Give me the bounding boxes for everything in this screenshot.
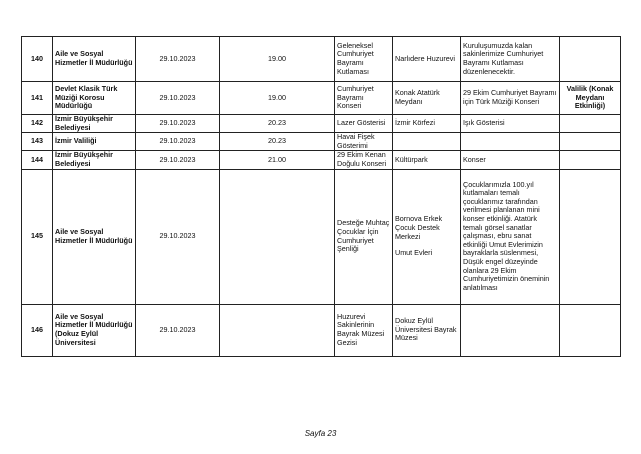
date-cell: 29.10.2023 [136,169,220,304]
table-row [22,133,621,151]
time-cell [220,304,335,356]
date-cell: 29.10.2023 [136,304,220,356]
description-cell [461,304,560,356]
table-row [22,169,621,304]
description-cell: Çocuklarımızla 100.yıl kutlamaları temalı çocuklarımız tarafından verilmesi planlanan mini konser etkinliği. Atatürk temalı görsel sanatlar çalışması, ebru sanat etkinliği Umut Evlerimizin bayraklarla süslenmesi, Düşük engel düzeyinde olanlara 29 Ekim Cumhuriyetimizin öneminin anlatılması [461,169,560,304]
row-number: 141 [22,82,53,115]
row-number: 143 [22,133,53,151]
organizer-cell: İzmir Valiliği [53,133,136,151]
description-cell: 29 Ekim Cumhuriyet Bayramı için Türk Müziği Konseri [461,82,560,115]
note-cell [560,133,621,151]
row-number: 145 [22,169,53,304]
time-cell [220,169,335,304]
activity-cell: Cumhuriyet Bayramı Konseri [335,82,393,115]
page-number: Sayfa 23 [304,429,337,438]
note-cell [560,304,621,356]
place-line: Bornova Erkek Çocuk Destek Merkezi [395,214,443,241]
table-row [22,115,621,133]
date-cell: 29.10.2023 [136,115,220,133]
row-number: 146 [22,304,53,356]
time-cell: 19.00 [220,82,335,115]
place-cell: Narlıdere Huzurevi [393,37,461,82]
date-cell: 29.10.2023 [136,151,220,169]
place-cell: Dokuz Eylül Üniversitesi Bayrak Müzesi [393,304,461,356]
table-row [22,82,621,115]
description-cell: Işık Gösterisi [461,115,560,133]
place-cell [393,169,461,304]
place-cell: Kültürpark [393,151,461,169]
row-number: 140 [22,37,53,82]
organizer-cell: Aile ve Sosyal Hizmetler İl Müdürlüğü [53,37,136,82]
organizer-cell: İzmir Büyükşehir Belediyesi [53,115,136,133]
table-row [22,304,621,356]
note-cell [560,169,621,304]
date-cell: 29.10.2023 [136,133,220,151]
row-number: 144 [22,151,53,169]
table-row [22,151,621,169]
organizer-cell: Aile ve Sosyal Hizmetler İl Müdürlüğü [53,169,136,304]
note-cell [560,151,621,169]
time-cell: 19.00 [220,37,335,82]
note-cell [560,37,621,82]
note-cell: Valilik (Konak Meydanı Etkinliği) [560,82,621,115]
description-cell: Kuruluşumuzda kalan sakinlerimize Cumhuriyet Bayramı Kutlaması düzenlenecektir. [461,37,560,82]
note-cell [560,115,621,133]
place-cell: Konak Atatürk Meydanı [393,82,461,115]
event-schedule-table [21,36,621,357]
table-row [22,37,621,82]
time-cell: 20.23 [220,115,335,133]
organizer-cell: Aile ve Sosyal Hizmetler İl Müdürlüğü (Dokuz Eylül Üniversitesi [53,304,136,356]
time-cell: 20.23 [220,133,335,151]
row-number: 142 [22,115,53,133]
activity-cell: Desteğe Muhtaç Çocuklar İçin Cumhuriyet Şenliği [335,169,393,304]
activity-cell: Huzurevi Sakinlerinin Bayrak Müzesi Gezisi [335,304,393,356]
activity-cell: Geleneksel Cumhuriyet Bayramı Kutlaması [335,37,393,82]
activity-cell: 29 Ekim Kenan Doğulu Konseri [335,151,393,169]
place-line: Umut Evleri [395,248,433,258]
organizer-cell: Devlet Klasik Türk Müziği Korosu Müdürlüğü [53,82,136,115]
description-cell: Konser [461,151,560,169]
place-cell: İzmir Körfezi [393,115,461,133]
activity-cell: Havai Fişek Gösterimi [335,133,393,151]
place-cell [393,133,461,151]
activity-cell: Lazer Gösterisi [335,115,393,133]
date-cell: 29.10.2023 [136,37,220,82]
organizer-cell: İzmir Büyükşehir Belediyesi [53,151,136,169]
description-cell [461,133,560,151]
date-cell: 29.10.2023 [136,82,220,115]
time-cell: 21.00 [220,151,335,169]
